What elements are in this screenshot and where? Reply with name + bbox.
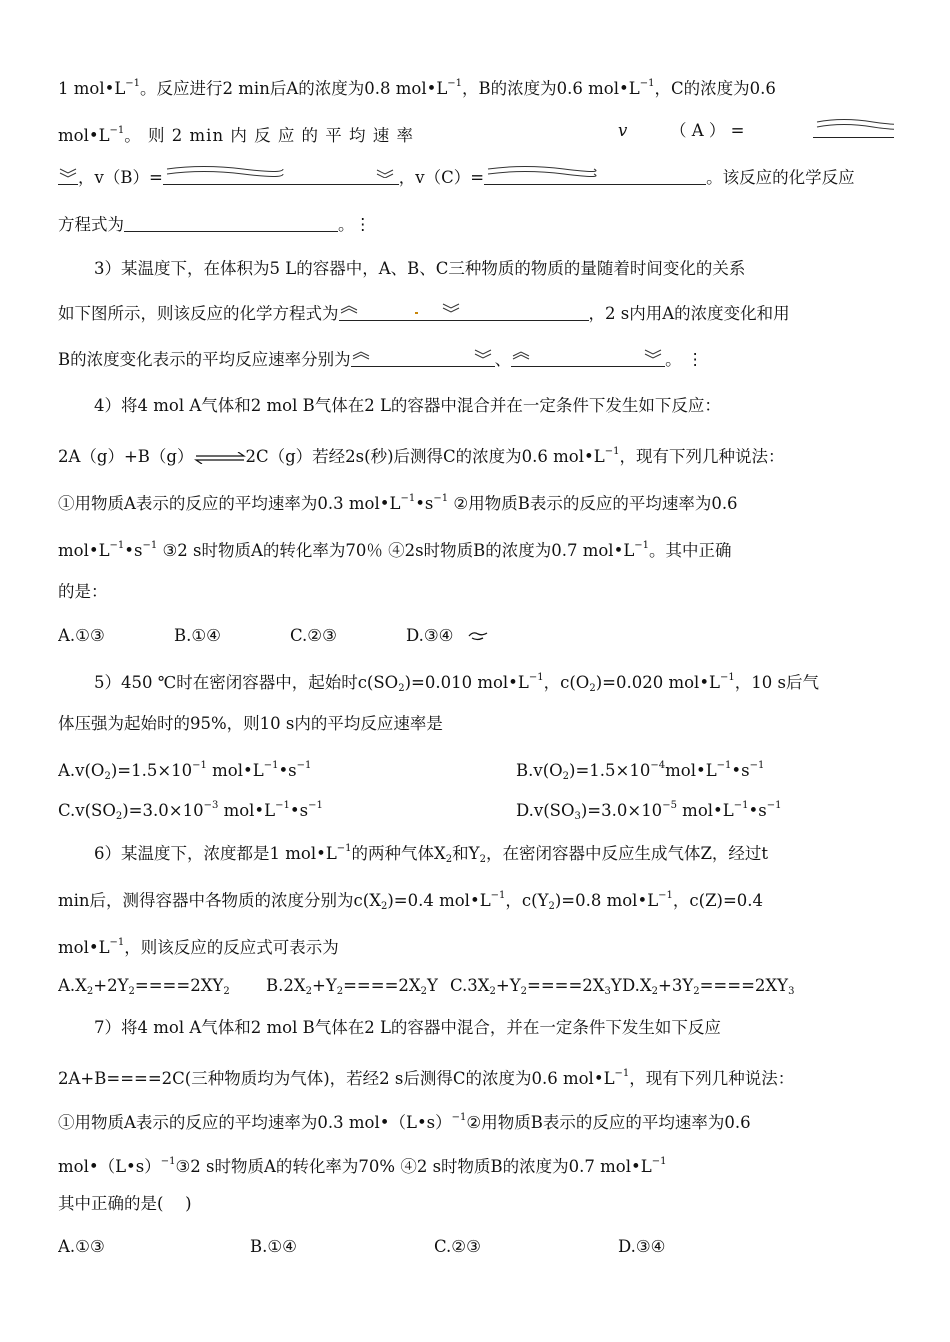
- q6-option-b[interactable]: $B.2X_2+Y_2====2X_2Y$: [266, 976, 438, 997]
- q7-option-a[interactable]: A.①③: [58, 1237, 105, 1256]
- hand-pointer-icon: [468, 630, 488, 642]
- q7-option-d[interactable]: D.③④: [618, 1237, 666, 1256]
- q5-options-row-1: [58, 752, 894, 780]
- q2-line-2: $mol•L^{-1}$。 则 2 min 内 反 应 的 平 均 速 率 v （ A ） =: [58, 117, 894, 145]
- q6-line-3: $mol•L^{-1}$，则该反应的反应式可表示为: [58, 937, 339, 957]
- answer-blank-equation[interactable]: [124, 215, 338, 232]
- q5-option-b[interactable]: $B.v(O_2)=1.5\times 10^{-4}mol•L^{-1}•s^{-1}$: [516, 760, 765, 780]
- q7-options: [58, 1233, 894, 1261]
- q4-line-2: 2A（g）+B（g） 2C（g）若经2s(秒)后测得C的浓度为0.6 $mol•L^{-1}$，现有下列几种说法：: [58, 446, 785, 466]
- q3-line-3: B的浓度变化表示的平均反应速率分别为 、 。 ⋮: [58, 350, 704, 369]
- q4-option-a[interactable]: A.①③: [58, 626, 105, 645]
- q5-options-row-2: [58, 792, 894, 820]
- q6-option-a[interactable]: $A.X_2+2Y_2====2XY_2$: [58, 976, 230, 997]
- answer-blank-va[interactable]: [813, 121, 894, 138]
- q5-option-d[interactable]: $D.v(SO_3)=3.0\times 10^{-5}$ $mol•L^{-1}•s^{-1}$: [516, 800, 782, 820]
- q2-line-3: ，v（B）= ，v（C）= 。该反应的化学反应: [58, 164, 894, 192]
- q4-line-3: ①用物质A表示的反应的平均速率为0.3 $mol•L^{-1}•s^{-1}$ ②用物质B表示的反应的平均速率为0.6: [58, 493, 738, 513]
- answer-blank-q3-equation[interactable]: [339, 304, 589, 321]
- q4-line-5: 的是：: [58, 582, 108, 601]
- reversible-arrow-icon: [194, 452, 246, 464]
- q4-option-c[interactable]: C.②③: [290, 626, 337, 645]
- q2-line-1: 1 $mol•L^{-1}$。反应进行2 min后A的浓度为0.8 $mol•L^{-1}$，B的浓度为0.6 $mol•L^{-1}$，C的浓度为0.6: [58, 78, 776, 98]
- q5-option-a[interactable]: $A.v(O_2)=1.5\times 10^{-1}$ $mol•L^{-1}•s^{-1}$: [58, 760, 312, 780]
- q6-option-d[interactable]: $D.X_2+3Y_2====2XY_3$: [622, 976, 795, 997]
- q4-options: [58, 622, 894, 650]
- q7-line-1: 7）将4 mol A气体和2 mol B气体在2 L的容器中混合，并在一定条件下发生如下反应: [94, 1018, 721, 1037]
- q7-line-4: mol•（L•s）$^{-1}$③2 s时物质A的转化率为70% ④2 s时物质B的浓度为0.7 $mol•L^{-1}$: [58, 1156, 667, 1176]
- q4-line-4: $mol•L^{-1}•s^{-1}$ ③2 s时物质A的转化率为70％ ④2s时物质B的浓度为0.7 $mol•L^{-1}$。其中正确: [58, 540, 732, 560]
- q7-line-3: ①用物质A表示的反应的平均速率为0.3 mol•（L•s）$^{-1}$②用物质B表示的反应的平均速率为0.6: [58, 1112, 751, 1132]
- q4-option-d[interactable]: D.③④: [406, 626, 454, 645]
- q4-line-1: 4）将4 mol A气体和2 mol B气体在2 L的容器中混合并在一定条件下发生如下反应：: [94, 396, 721, 415]
- answer-blank-vb[interactable]: [163, 168, 399, 185]
- q5-line-2: 体压强为起始时的95%，则10 s内的平均反应速率是: [58, 714, 443, 733]
- q7-option-b[interactable]: B.①④: [250, 1237, 297, 1256]
- answer-blank-q3-rate-b[interactable]: [511, 350, 665, 367]
- q5-option-c[interactable]: $C.v(SO_2)=3.0\times 10^{-3}$ $mol•L^{-1}•s^{-1}$: [58, 800, 323, 820]
- q7-option-c[interactable]: C.②③: [434, 1237, 481, 1256]
- q4-option-b[interactable]: B.①④: [174, 626, 221, 645]
- q6-options: [58, 972, 894, 1000]
- q3-line-1: 3）某温度下，在体积为5 L的容器中，A、B、C三种物质的物质的量随着时间变化的关系: [94, 259, 746, 278]
- q5-line-1: 5）450 ℃时在密闭容器中，起始时$c(SO_2)=0.010$ $mol•L^{-1}$，$c(O_2)=0.020$ $mol•L^{-1}$，10 s后气: [94, 672, 819, 692]
- q6-option-c[interactable]: $C.3X_2+Y_2====2X_3Y$: [450, 976, 622, 997]
- q3-line-2: 如下图所示，则该反应的化学方程式为 ，2 s内用A的浓度变化和用: [58, 304, 790, 323]
- q6-line-2: min后，测得容器中各物质的浓度分别为$c(X_2)=0.4$ $mol•L^{-1}$，$c(Y_2)=0.8$ $mol•L^{-1}$，c(Z)=0.4: [58, 890, 764, 910]
- q7-line-2: 2A+B====2C(三种物质均为气体)，若经2 s后测得C的浓度为0.6 $mol•L^{-1}$，现有下列几种说法：: [58, 1068, 795, 1088]
- q7-line-5: 其中正确的是( ): [58, 1194, 192, 1213]
- answer-blank-vc[interactable]: [484, 168, 706, 185]
- answer-blank-q3-rate-a[interactable]: [351, 350, 495, 367]
- q2-line-4: 方程式为 。⋮: [58, 215, 371, 234]
- answer-blank-va-end[interactable]: [58, 168, 78, 185]
- q6-line-1: 6）某温度下，浓度都是1 $mol•L^{-1}$的两种气体$X_2$和$Y_2$，在密闭容器中反应生成气体Z，经过t: [94, 843, 769, 863]
